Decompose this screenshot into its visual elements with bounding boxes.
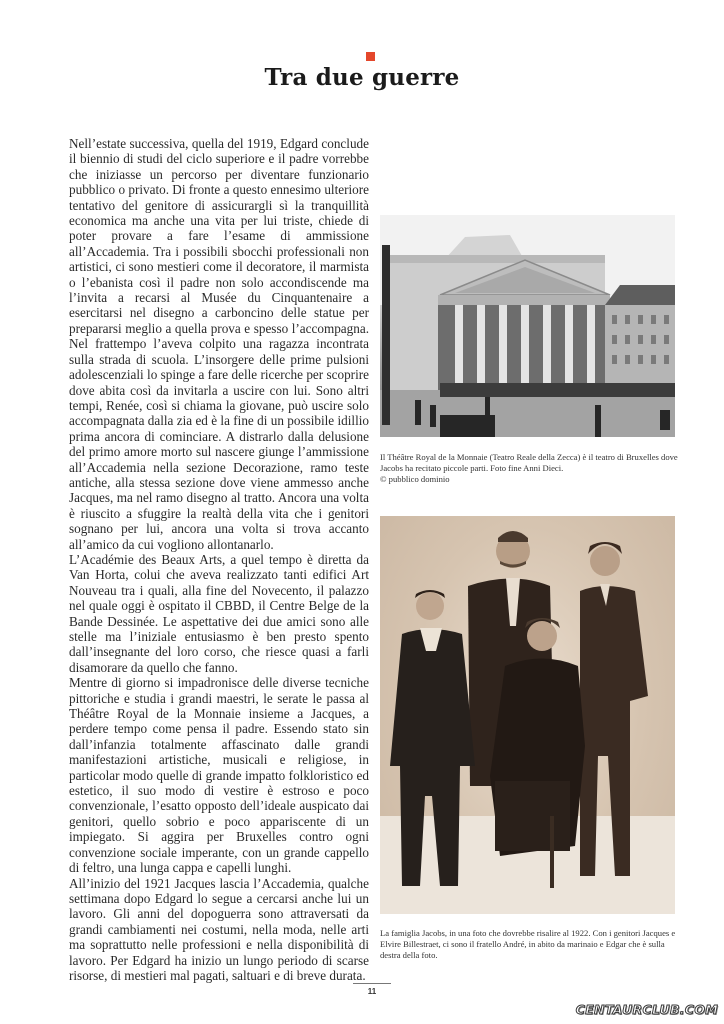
accent-square bbox=[366, 52, 375, 61]
family-illustration bbox=[380, 516, 675, 914]
article-body bbox=[69, 136, 369, 983]
page-title: Tra due guerre bbox=[264, 64, 460, 91]
article-paragraph: Nell’estate successiva, quella del 1919, Edgard conclude il biennio di studi del ciclo superiore e il padre vorrebbe che iniziasse un percorso per diventare funzionario pubblico o privato. Di fronte a questo ennesimo ulteriore tentativo del genitore di assicurargli sì la tranquillità economica ma anche una vita per lui triste, chiede di poter provare a fare l’esame di ammissione all’Accademia. Tra i possibili sbocchi professionali non artistici, ci sono mestieri come il decoratore, il marmista o l’ebanista così il padre non solo accondiscende ma l’invita a recarsi al Musée du Cinquantenaire a esercitarsi nel disegno a carboncino delle statue per prepararsi meglio a quella prova e spesso l’accompagna. Nel frattempo l’aveva colpito una ragazza incontrata sulla strada di scuola. L’insorgere delle prime pulsioni adolescenziali lo spinge a fare delle ricerche per scoprire dove abita così da invitarla a uscire con lui. Sono altri tempi, Renée, così si chiama la giovane, può uscire solo accompagnata dalla zia ed è la fine di un possibile idillio prima ancora di cominciare. A distrarlo dalla delusione del primo amore morto sul nascere giunge l’ammissione all’Accademia nella sezione Decorazione, ramo teste antiche, alla stessa sezione dove viene ammesso anche Jacques, ma nel ramo disegno al tratto. Ancora una volta è riuscito a sfuggire la realtà della vita che i genitori sognano per lui, ancora una volta si trova accanto all’amico da cui vogliono allontanarlo. bbox=[69, 136, 369, 552]
site-watermark: CENTAURCLUB.COM bbox=[575, 1002, 718, 1017]
family-caption: La famiglia Jacobs, in una foto che dovrebbe risalire al 1922. Con i genitori Jacques e Elvire Billestraet, ci sono il fratello André, in abito da marinaio e Edgar che è sulla destra della foto. bbox=[380, 928, 676, 960]
article-paragraph: L’Académie des Beaux Arts, a quel tempo è diretta da Van Horta, colui che aveva realizzato tanti edifici Art Nouveau tra i quali, alla fine del Novecento, il palazzo nel quale oggi è ospitato il CBBD, il Centre Belge de la Bande Dessinée. Le aspettative dei due amici sono alle stelle ma l’iniziale entusiasmo è ben presto spento dall’insegnante del loro corso, che riesce quasi a farli disamorare da quello che fanno. bbox=[69, 551, 369, 675]
theatre-photo bbox=[380, 215, 675, 437]
page-number: 11 bbox=[367, 987, 377, 996]
article-paragraph: All’inizio del 1921 Jacques lascia l’Accademia, qualche settimana dopo Edgard lo segue a cercarsi anche lui un lavoro. Gli anni del dopoguerra sono attraversati da grandi cambiamenti nei costumi, nella moda, nelle arti ma soprattutto nelle professioni e nella disponibilità di lavoro. Per Edgard ha inizio un lungo periodo di scarse risorse, di mestieri mal pagati, saltuari e di breve durata. bbox=[69, 875, 369, 983]
theatre-caption bbox=[380, 452, 680, 485]
family-photo bbox=[380, 516, 675, 914]
folio-rule bbox=[353, 983, 391, 984]
article-paragraph: Mentre di giorno si impadronisce delle diverse tecniche pittoriche e studia i grandi maestri, le serate le passa al Théâtre Royal de la Monnaie insieme a Jacques, a perdere tempo come pensa il padre. Essendo stato sin dall’infanzia totalmente affascinato dalle grandi manifestazioni artistiche, musicali e religiose, in particolar modo quelle di grande impatto folkloristico ed estetico, il suo modo di vestire è estroso e poco convenzionale, l’esatto opposto dell’ideale auspicato dai genitori, quello sobrio e poco appariscente di un impiegato. Si aggira per Bruxelles contro ogni convenzione sociale imperante, con un grande cappello di feltro, una lunga cappa e capelli lunghi. bbox=[69, 675, 369, 876]
theatre-caption-text: Il Théâtre Royal de la Monnaie (Teatro Reale della Zecca) è il teatro di Bruxelles dove Jacobs ha recitato piccole parti. Foto fine Anni Dieci. bbox=[380, 452, 678, 473]
theatre-photo-credit: © pubblico dominio bbox=[380, 474, 450, 484]
theatre-illustration bbox=[380, 215, 675, 437]
